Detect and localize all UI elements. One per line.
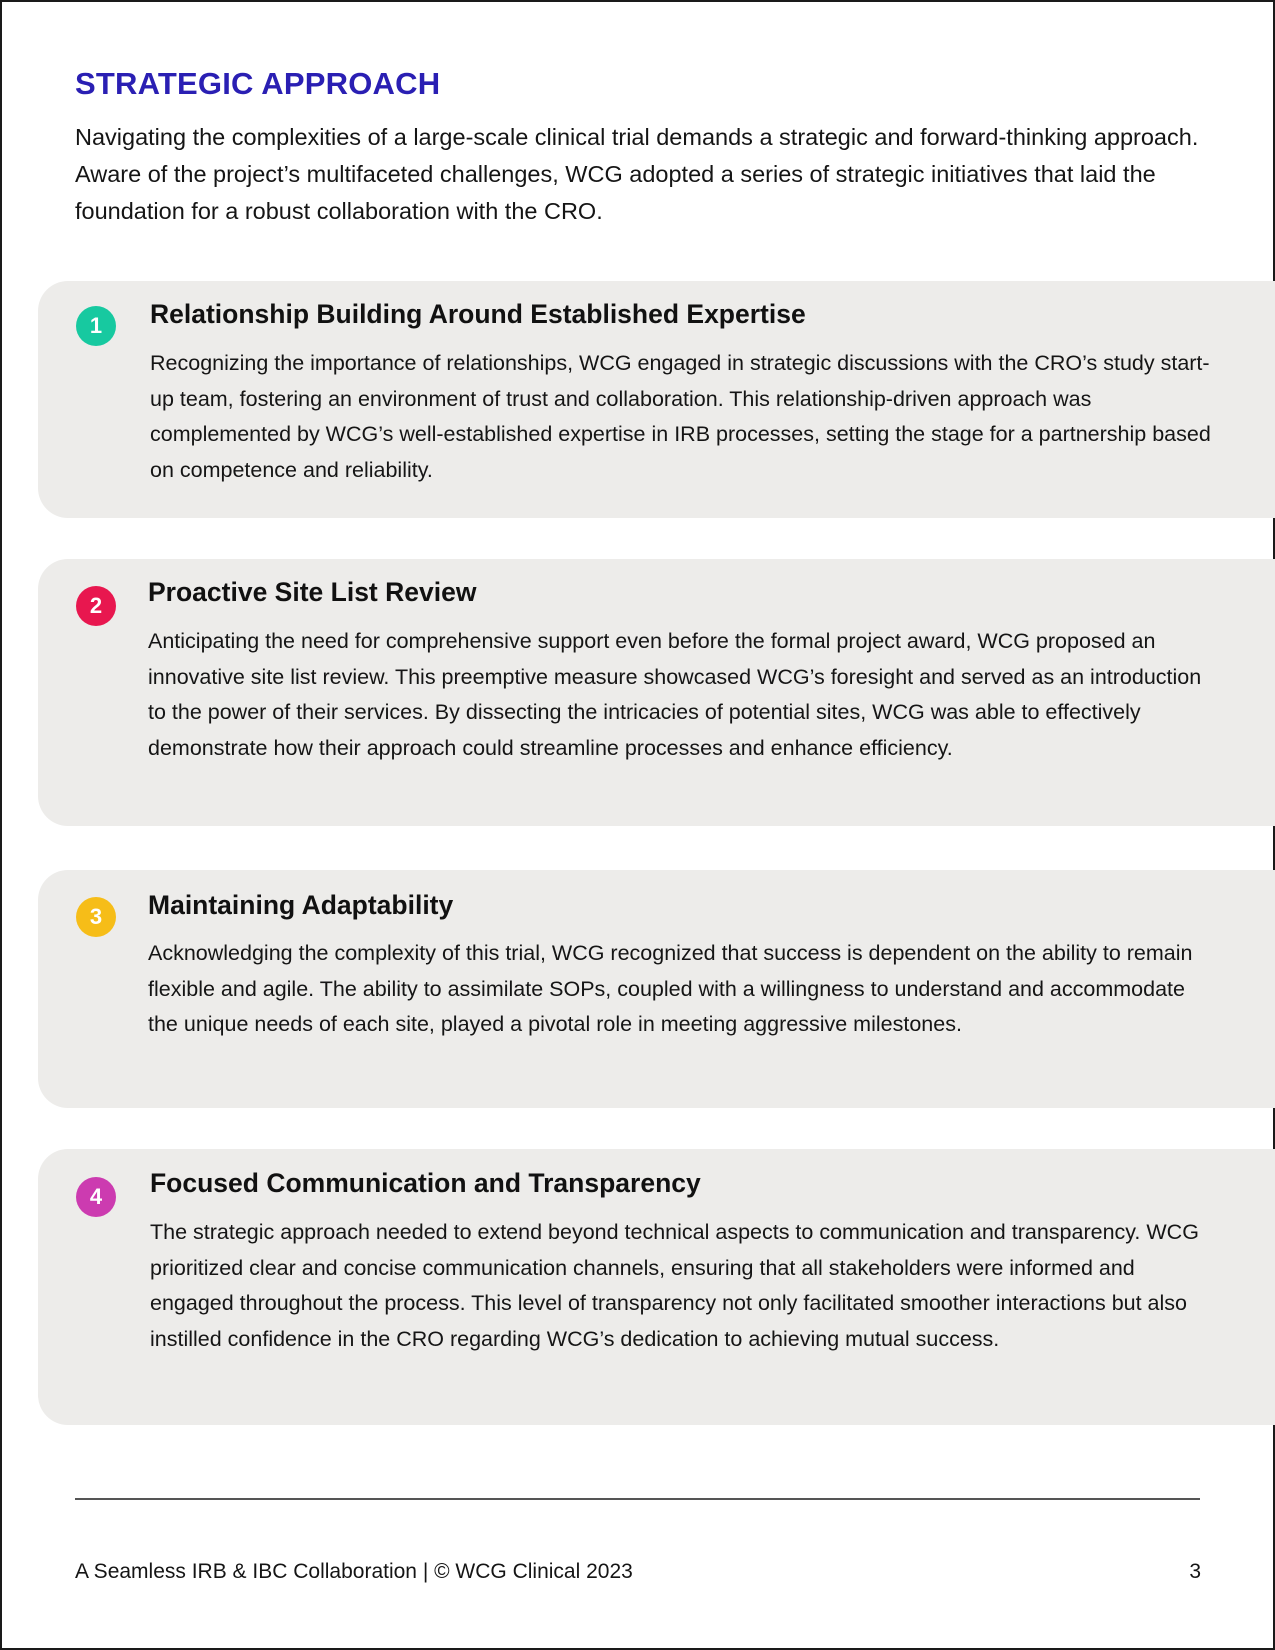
approach-card-4 <box>38 1149 1275 1425</box>
card-body-4: The strategic approach needed to extend beyond technical aspects to communication and transparency. WCG prioritized clear and concise communication channels, ensuring that all stakeholders were informed and engaged throughout the process. This level of transparency not only facilitated smoother interactions but also instilled confidence in the CRO regarding WCG’s dedication to achieving mutual success. <box>150 1220 1199 1351</box>
page-number: 3 <box>1189 1560 1201 1583</box>
intro-paragraph: Navigating the complexities of a large-scale clinical trial demands a strategic and forward-thinking approach. Aware of the project’s multifaceted challenges, WCG adopted a series of strategic initiatives that laid the foundation for a robust collaboration with the CRO. <box>75 124 1199 224</box>
number-badge-3: 3 <box>76 897 116 937</box>
card-title-3: Maintaining Adaptability <box>148 890 454 920</box>
footer-divider <box>75 1498 1200 1500</box>
card-title-2: Proactive Site List Review <box>148 577 477 607</box>
card-body-3: Acknowledging the complexity of this trial, WCG recognized that success is dependent on the ability to remain flexible and agile. The ability to assimilate SOPs, coupled with a willingness to understand and accommodate the unique needs of each site, played a pivotal role in meeting aggressive milestones. <box>148 941 1193 1036</box>
section-title: STRATEGIC APPROACH <box>75 66 441 101</box>
card-body-2: Anticipating the need for comprehensive support even before the formal project award, WCG proposed an innovative site list review. This preemptive measure showcased WCG’s foresight and served as an introduction to the power of their services. By dissecting the intricacies of potential sites, WCG was able to effectively demonstrate how their approach could streamline processes and enhance efficiency. <box>148 629 1202 760</box>
approach-card-3 <box>38 870 1275 1108</box>
card-title-4: Focused Communication and Transparency <box>150 1168 701 1198</box>
number-badge-1: 1 <box>76 306 116 346</box>
card-body-1: Recognizing the importance of relationships, WCG engaged in strategic discussions with the CRO’s study start-up team, fostering an environment of trust and collaboration. This relationship-driven approach was complemented by WCG’s well-established expertise in IRB processes, setting the stage for a partnership based on competence and reliability. <box>150 351 1211 482</box>
number-badge-2: 2 <box>76 586 116 626</box>
approach-card-1 <box>38 281 1275 518</box>
number-badge-4: 4 <box>76 1177 116 1217</box>
approach-card-2 <box>38 559 1275 826</box>
card-title-1: Relationship Building Around Established Expertise <box>150 299 806 329</box>
footer-text: A Seamless IRB & IBC Collaboration | © WCG Clinical 2023 <box>75 1560 633 1583</box>
